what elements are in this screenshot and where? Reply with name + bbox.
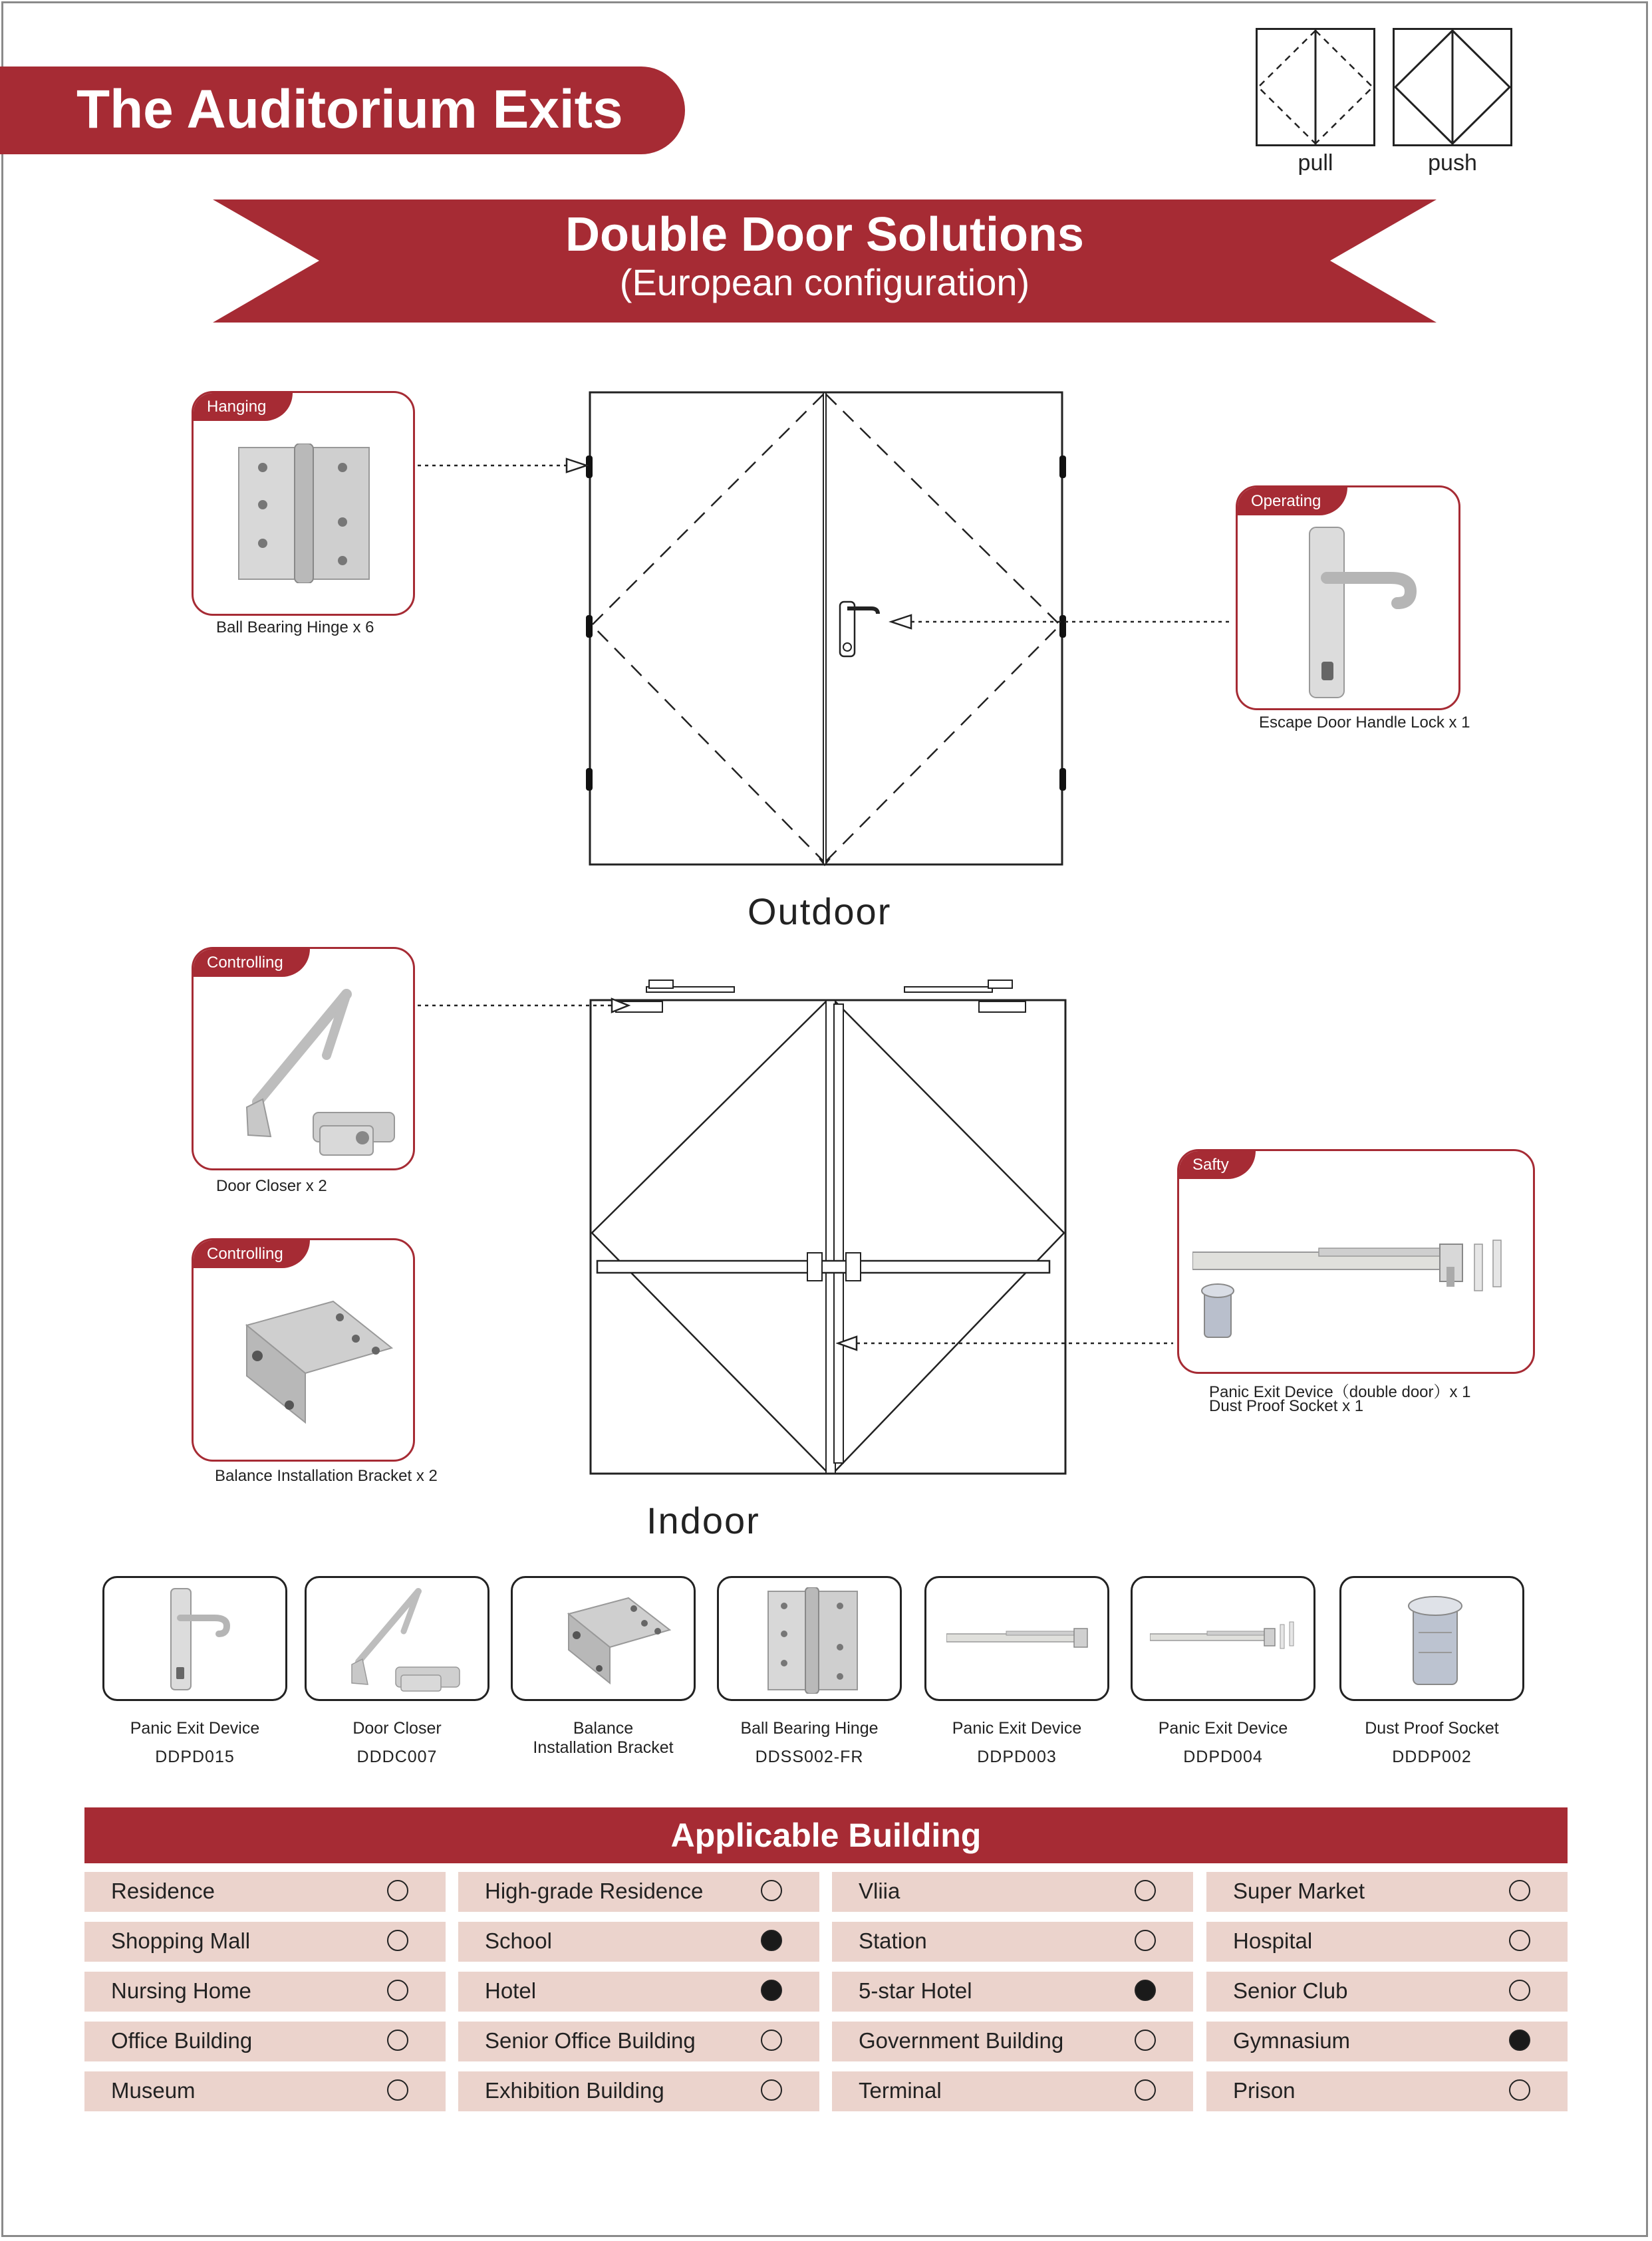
- building-cell: [84, 1972, 446, 2012]
- product-card-lever-handle[interactable]: [102, 1576, 287, 1701]
- building-indicator: [1135, 1980, 1156, 2001]
- building-cell: [458, 1972, 819, 2012]
- lever-handle-icon: [1298, 525, 1417, 702]
- building-label: Hospital: [1233, 1928, 1313, 1953]
- building-cell: [84, 2022, 446, 2061]
- panic-caption-line1: Panic Exit Device（double door）x 1: [1209, 1383, 1471, 1401]
- product-card-panic-bar-double[interactable]: [1131, 1576, 1315, 1701]
- door-closer-icon: [332, 1587, 465, 1694]
- panic-card: [1177, 1149, 1535, 1374]
- product-card-dust-socket[interactable]: [1339, 1576, 1524, 1701]
- banner-subtitle: (European configuration): [619, 261, 1030, 303]
- building-label: High-grade Residence: [485, 1879, 704, 1903]
- building-label: Residence: [111, 1879, 215, 1903]
- building-label: Shopping Mall: [111, 1928, 251, 1953]
- building-cell: [458, 2071, 819, 2111]
- product-card-bracket[interactable]: [511, 1576, 696, 1701]
- product-code: DDDC007: [356, 1748, 438, 1766]
- product-name: Ball Bearing Hinge: [740, 1719, 879, 1738]
- closer-connector-arrow: [412, 996, 632, 1023]
- building-label: Vliia: [859, 1879, 900, 1903]
- building-indicator: [1135, 1880, 1156, 1901]
- bracket-icon: [220, 1299, 393, 1438]
- building-indicator: [387, 2079, 408, 2101]
- title-tab: [0, 66, 685, 154]
- building-indicator: [1135, 2030, 1156, 2051]
- product-code: DDSS002-FR: [755, 1748, 864, 1766]
- building-label: Station: [859, 1928, 927, 1953]
- indoor-label: Indoor: [646, 1500, 760, 1541]
- outdoor-label: Outdoor: [748, 890, 892, 932]
- handle-connector-arrow: [885, 608, 1237, 635]
- push-legend-icon: [1393, 28, 1512, 146]
- building-indicator: [387, 1880, 408, 1901]
- closer-caption: Door Closer x 2: [216, 1177, 327, 1195]
- building-label: Prison: [1233, 2078, 1296, 2103]
- building-indicator: [761, 1980, 782, 2001]
- building-cell: [832, 1922, 1193, 1962]
- building-indicator: [1135, 1930, 1156, 1951]
- product-card-door-closer[interactable]: [305, 1576, 489, 1701]
- building-cell: [1206, 2022, 1568, 2061]
- building-label: Government Building: [859, 2028, 1064, 2053]
- bracket-icon: [551, 1595, 671, 1688]
- building-cell: [1206, 1872, 1568, 1912]
- product-code: DDPD003: [977, 1748, 1057, 1766]
- building-indicator: [761, 1930, 782, 1951]
- pull-legend-icon: [1256, 28, 1375, 146]
- closer-card: [192, 947, 415, 1170]
- building-cell: [458, 1872, 819, 1912]
- building-indicator: [761, 2079, 782, 2101]
- hinge-card-tag: Hanging: [194, 393, 293, 421]
- closer-card-tag: Controlling: [194, 949, 310, 977]
- handle-card-tag: Operating: [1238, 487, 1347, 515]
- building-label: Nursing Home: [111, 1978, 251, 2003]
- page-title: The Auditorium Exits: [76, 79, 623, 140]
- building-label: Super Market: [1233, 1879, 1365, 1903]
- building-indicator: [1509, 1980, 1530, 2001]
- dust-socket-icon: [1405, 1593, 1465, 1692]
- building-indicator: [387, 2030, 408, 2051]
- building-indicator: [761, 2030, 782, 2051]
- building-indicator: [387, 1980, 408, 2001]
- building-indicator: [761, 1880, 782, 1901]
- building-label: Hotel: [485, 1978, 537, 2003]
- building-indicator: [387, 1930, 408, 1951]
- hinge-icon: [236, 444, 372, 583]
- product-code: DDPD015: [155, 1748, 235, 1766]
- product-name: Panic Exit Device: [1158, 1719, 1288, 1738]
- handle-card: [1236, 485, 1460, 710]
- building-cell: [832, 1972, 1193, 2012]
- hinge-connector-arrow: [412, 452, 592, 479]
- product-name: Door Closer: [352, 1719, 442, 1738]
- bracket-card: [192, 1238, 415, 1462]
- panic-caption-line2: Dust Proof Socket x 1: [1209, 1397, 1364, 1415]
- building-indicator: [1509, 1880, 1530, 1901]
- bracket-card-tag: Controlling: [194, 1240, 310, 1268]
- building-label: 5-star Hotel: [859, 1978, 972, 2003]
- pull-label: pull: [1298, 150, 1333, 176]
- building-label: Senior Office Building: [485, 2028, 696, 2053]
- product-name: Panic Exit Device: [130, 1719, 260, 1738]
- building-cell: [1206, 1922, 1568, 1962]
- building-label: Office Building: [111, 2028, 253, 2053]
- product-name: Panic Exit Device: [952, 1719, 1082, 1738]
- product-name: Installation Bracket: [533, 1738, 674, 1757]
- building-indicator: [1135, 2079, 1156, 2101]
- panic-bar-icon: [946, 1625, 1093, 1651]
- building-indicator: [1509, 2030, 1530, 2051]
- building-cell: [84, 1922, 446, 1962]
- building-indicator: [1509, 2079, 1530, 2101]
- bracket-caption: Balance Installation Bracket x 2: [215, 1467, 438, 1485]
- product-code: DDDP002: [1392, 1748, 1472, 1766]
- hinge-icon: [765, 1587, 859, 1694]
- applicable-building-header: Applicable Building: [84, 1807, 1568, 1863]
- building-indicator: [1509, 1930, 1530, 1951]
- panic-card-tag: Safty: [1179, 1151, 1256, 1179]
- banner-title: Double Door Solutions: [565, 208, 1084, 261]
- building-cell: [1206, 2071, 1568, 2111]
- door-closer-icon: [220, 989, 400, 1162]
- indoor-door-diagram: [585, 978, 1071, 1483]
- building-label: Gymnasium: [1233, 2028, 1351, 2053]
- building-label: Senior Club: [1233, 1978, 1348, 2003]
- building-cell: [458, 1922, 819, 1962]
- product-card-hinge[interactable]: [717, 1576, 902, 1701]
- product-code: DDPD004: [1183, 1748, 1263, 1766]
- building-label: School: [485, 1928, 552, 1953]
- building-cell: [458, 2022, 819, 2061]
- panic-connector-arrow: [833, 1330, 1178, 1357]
- building-cell: [832, 2071, 1193, 2111]
- building-cell: [832, 2022, 1193, 2061]
- building-cell: [84, 1872, 446, 1912]
- lever-handle-icon: [158, 1586, 231, 1692]
- product-name: Dust Proof Socket: [1365, 1719, 1499, 1738]
- hinge-card: [192, 391, 415, 616]
- building-label: Museum: [111, 2078, 196, 2103]
- panic-bar-double-icon: [1150, 1618, 1303, 1658]
- building-label: Terminal: [859, 2078, 942, 2103]
- product-name: Balance: [573, 1719, 634, 1738]
- building-cell: [832, 1872, 1193, 1912]
- panic-exit-device-icon: [1192, 1224, 1525, 1364]
- building-cell: [84, 2071, 446, 2111]
- building-label: Exhibition Building: [485, 2078, 664, 2103]
- handle-caption: Escape Door Handle Lock x 1: [1259, 714, 1470, 731]
- hinge-caption: Ball Bearing Hinge x 6: [216, 618, 374, 636]
- product-card-panic-bar[interactable]: [924, 1576, 1109, 1701]
- push-label: push: [1428, 150, 1477, 176]
- building-cell: [1206, 1972, 1568, 2012]
